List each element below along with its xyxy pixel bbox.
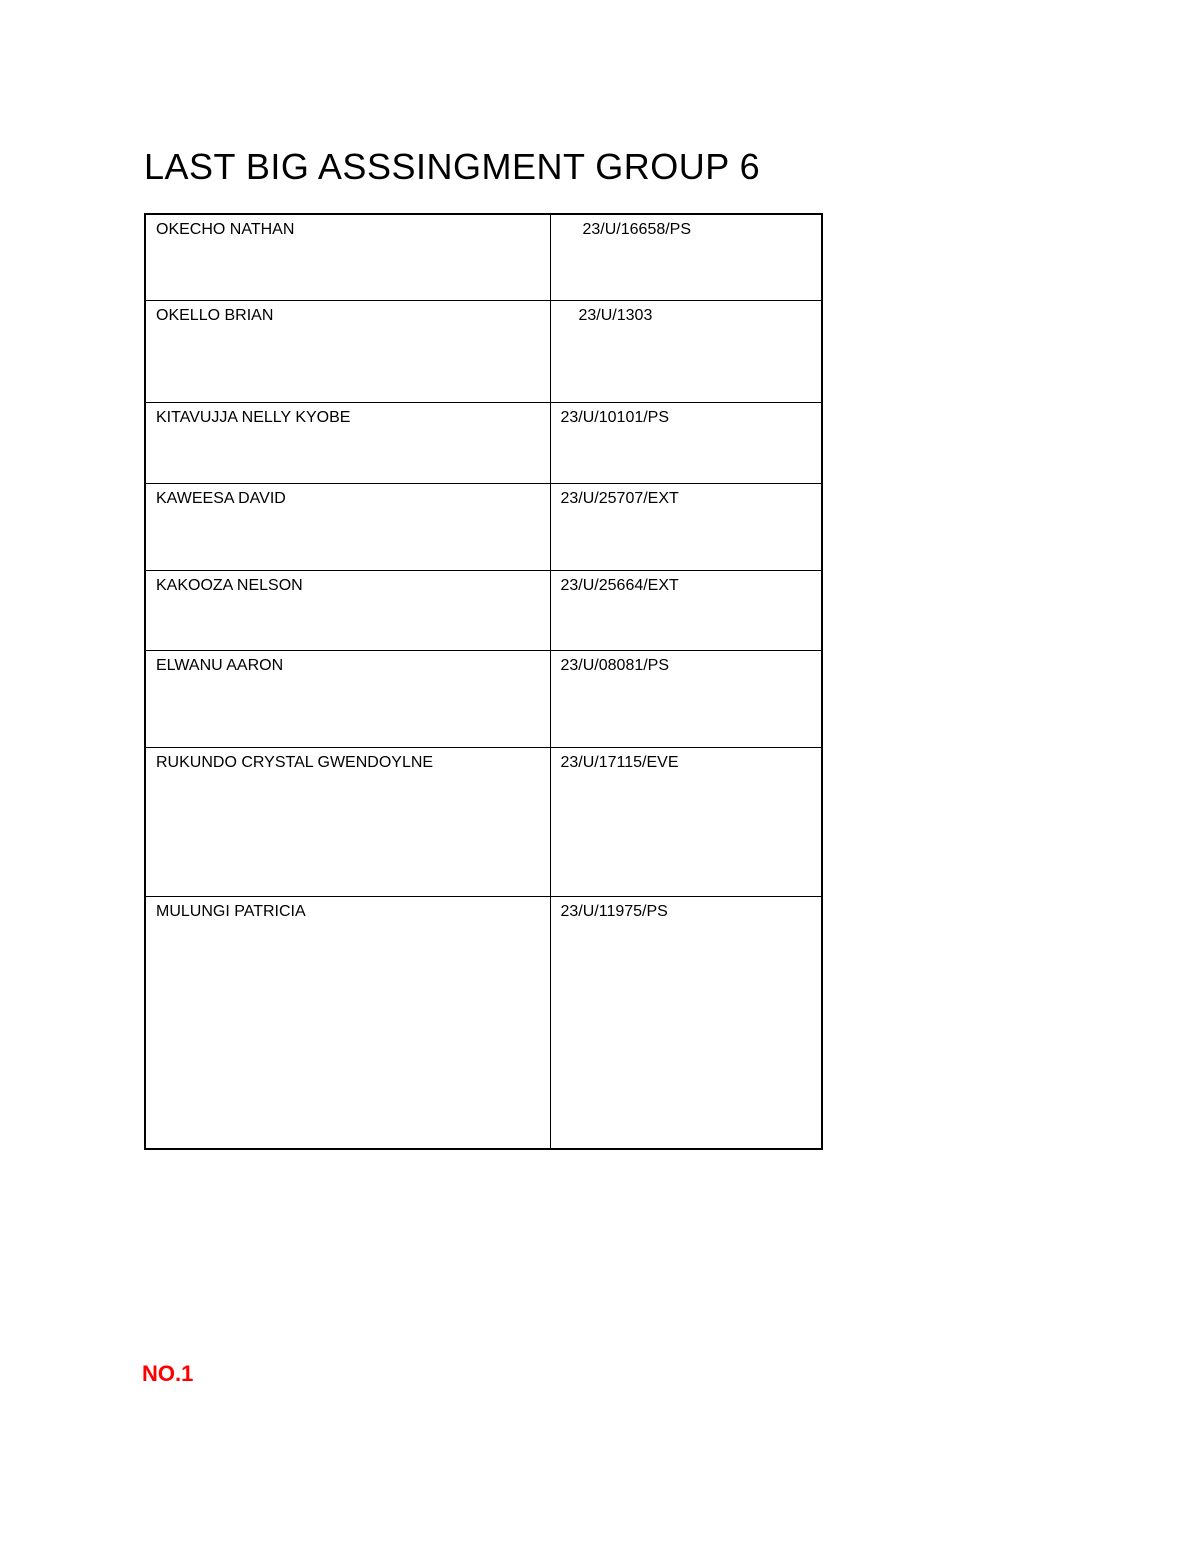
member-reg-no: 23/U/11975/PS (550, 896, 822, 1149)
member-reg-no: 23/U/25707/EXT (550, 483, 822, 570)
member-reg-no: 23/U/17115/EVE (550, 747, 822, 896)
member-name: OKELLO BRIAN (145, 300, 550, 402)
document-title: LAST BIG ASSSINGMENT GROUP 6 (144, 146, 761, 187)
table-row (145, 483, 822, 570)
table-row (145, 214, 822, 300)
table-row (145, 402, 822, 483)
member-name: ELWANU AARON (145, 650, 550, 747)
member-reg-no: 23/U/10101/PS (550, 402, 822, 483)
member-name: KITAVUJJA NELLY KYOBE (145, 402, 550, 483)
member-reg-no: 23/U/16658/PS (550, 214, 822, 300)
member-name: KAKOOZA NELSON (145, 570, 550, 650)
table-row (145, 896, 822, 1149)
member-name: KAWEESA DAVID (145, 483, 550, 570)
member-name: OKECHO NATHAN (145, 214, 550, 300)
table-row (145, 300, 822, 402)
table-row (145, 747, 822, 896)
member-reg-no: 23/U/08081/PS (550, 650, 822, 747)
members-table (144, 213, 823, 1150)
member-name: RUKUNDO CRYSTAL GWENDOYLNE (145, 747, 550, 896)
table-row (145, 570, 822, 650)
table-row (145, 650, 822, 747)
section-heading: NO.1 (142, 1361, 194, 1386)
member-reg-no: 23/U/25664/EXT (550, 570, 822, 650)
member-reg-no: 23/U/1303 (550, 300, 822, 402)
member-name: MULUNGI PATRICIA (145, 896, 550, 1149)
